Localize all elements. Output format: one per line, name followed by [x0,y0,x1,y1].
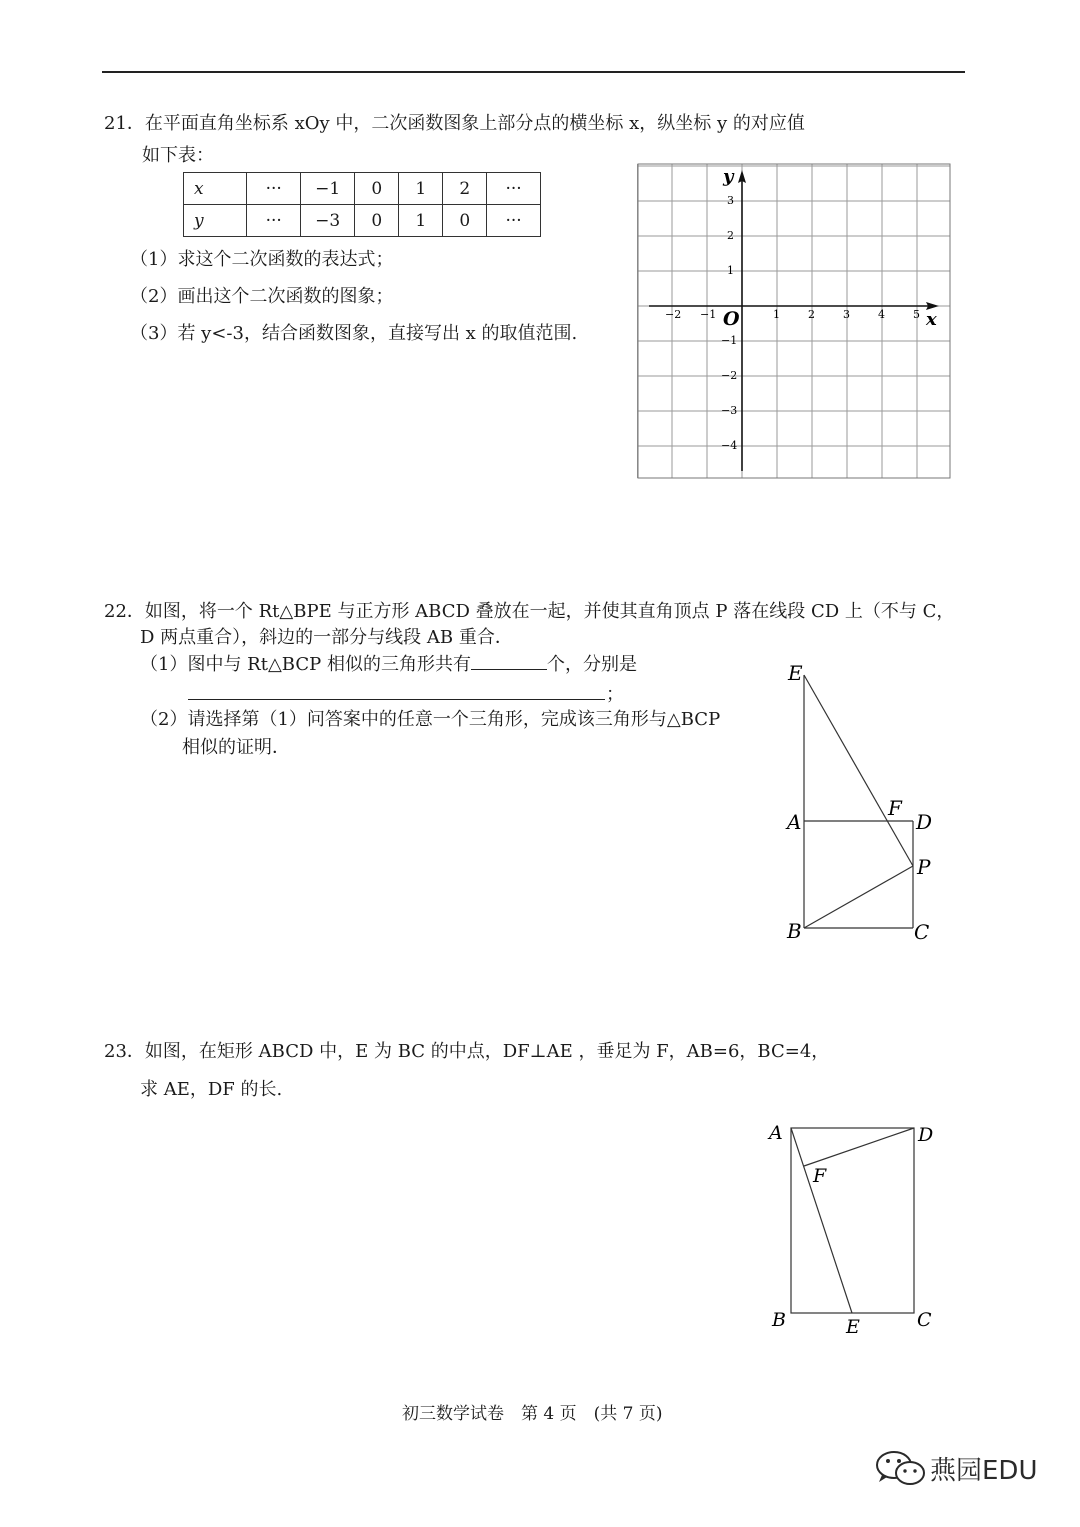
point-label-F: F [888,796,902,820]
point-label-P: P [917,855,931,879]
q22-figure [780,655,940,955]
point-label-B: B [772,1309,786,1331]
watermark-text: 燕园EDU [930,1455,1038,1486]
q21-line2: 如下表： [142,145,214,166]
grid-border [638,164,950,478]
segment-EP [804,675,913,866]
point-label-A: A [769,1122,783,1144]
q22-line1: 22．如图，将一个 Rt△BPE 与正方形 ABCD 叠放在一起，并使其直角顶点 P 落在线段 CD 上（不与 C， [104,601,955,622]
x-tick-2: 2 [808,308,815,321]
point-label-D: D [918,1124,934,1146]
point-label-E: E [846,1316,860,1338]
table-row-y: y ··· −3 0 1 0 ··· [184,205,541,237]
point-label-A: A [787,810,802,834]
x-tick-neg1: −1 [700,308,717,321]
q23-number: 23． [104,1041,145,1062]
point-label-F: F [813,1165,827,1187]
q22-part2-line1: （2）请选择第（1）问答案中的任意一个三角形，完成该三角形与△BCP [140,709,721,730]
q23-figure [760,1115,950,1345]
watermark [872,1448,1037,1488]
point-label-E: E [788,661,803,685]
q23-line1: 23．如图，在矩形 ABCD 中，E 为 BC 的中点，DF⊥AE ，垂足为 F，AB=6，BC=4， [104,1041,830,1062]
point-label-C: C [917,1309,932,1331]
x-tick-neg2: −2 [665,308,682,321]
q21-line1: 21．在平面直角坐标系 xOy 中，二次函数图象上部分点的横坐标 x，纵坐标 y 的对应值 [104,113,805,134]
x-tick-1: 1 [773,308,780,321]
y-tick-neg1: −1 [721,334,738,347]
q22-part1: （1）图中与 Rt△BCP 相似的三角形共有 个，分别是 [140,651,637,677]
segment-AE [791,1128,852,1313]
origin-label: O [723,308,740,330]
page-footer: 初三数学试卷 第 4 页 (共 7 页) [402,1404,663,1424]
q23-line2: 求 AE，DF 的长. [140,1079,283,1100]
rectangle-ABCD [791,1128,914,1313]
q22-part1-end: ； [606,684,624,705]
q22-part2-line2: 相似的证明． [182,737,290,758]
top-rule [102,71,965,73]
point-label-D: D [916,810,933,834]
segment-BP [804,866,913,928]
point-label-B: B [787,919,802,943]
x-axis-label: x [926,309,937,330]
q21-part1: （1）求这个二次函数的表达式； [130,249,394,270]
y-axis-label: y [723,166,734,187]
y-tick-neg2: −2 [721,369,738,382]
segment-DF [804,1128,914,1166]
point-label-C: C [914,920,930,944]
answer-blank-count[interactable] [471,651,547,670]
q21-part2: （2）画出这个二次函数的图象； [130,286,394,307]
grid-lines [637,164,950,478]
y-tick-1: 1 [727,264,734,277]
y-tick-3: 3 [727,194,734,207]
table-row-x: x ··· −1 0 1 2 ··· [184,173,541,205]
answer-blank-triangles[interactable] [188,698,605,700]
y-tick-neg3: −3 [721,404,738,417]
q22-number: 22． [104,601,145,622]
q22-line2: D 两点重合），斜边的一部分与线段 AB 重合． [140,627,513,648]
y-tick-2: 2 [727,229,734,242]
x-tick-3: 3 [843,308,850,321]
y-tick-neg4: −4 [721,439,738,452]
x-tick-4: 4 [878,308,885,321]
wechat-icon [872,1448,930,1488]
q21-part3: （3）若 y<-3，结合函数图象，直接写出 x 的取值范围. [130,323,578,344]
q21-number: 21． [104,113,145,134]
q21-value-table [183,172,541,237]
q21-coordinate-grid [637,163,951,481]
x-tick-5: 5 [913,308,920,321]
